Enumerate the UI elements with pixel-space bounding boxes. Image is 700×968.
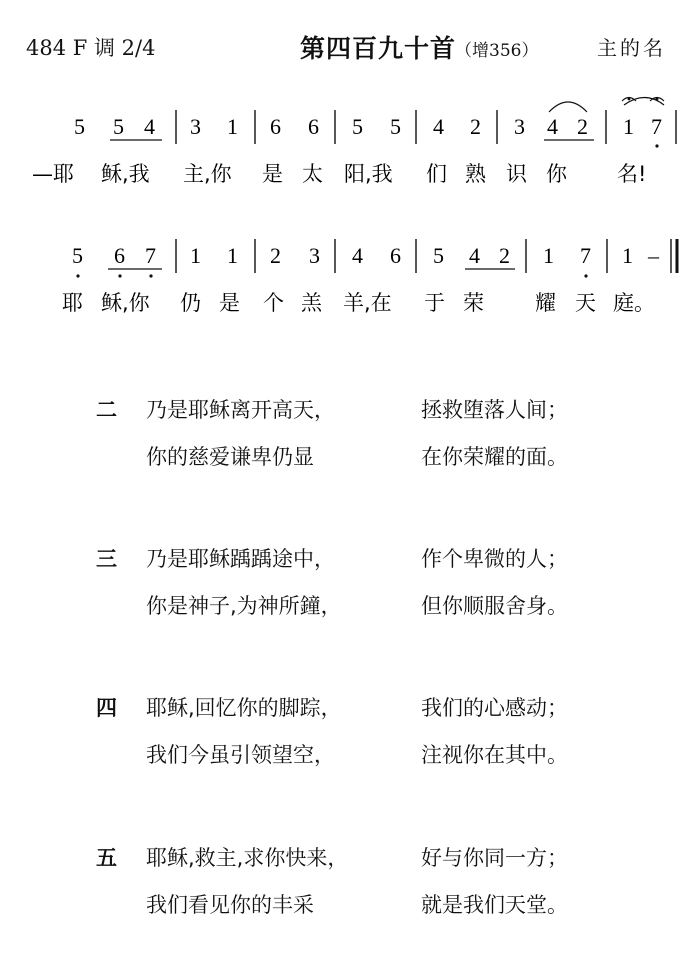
note: 1 — [543, 243, 554, 268]
verse-line: 乃是耶稣踽踽途中， — [146, 547, 335, 571]
lyric: 们 — [426, 162, 447, 186]
verse-line: 我们看见你的丰采 — [146, 893, 314, 917]
note: 1 — [622, 243, 633, 268]
note: 2 — [499, 243, 510, 268]
note: 7 — [651, 114, 662, 139]
note: 5 — [352, 114, 363, 139]
lyric: 个 — [263, 291, 284, 315]
verse-line: 我们的心感动； — [421, 696, 568, 720]
note: 1 — [190, 243, 201, 268]
lyric: 耀 — [535, 291, 556, 315]
lyric: 羔 — [301, 291, 322, 315]
verse-number: 二 — [96, 398, 117, 422]
hymn-supplement-number: （增356） — [455, 41, 539, 61]
lyric: 识 — [506, 162, 527, 186]
lyric: 荣 — [463, 291, 484, 315]
lyric: 天 — [575, 291, 596, 315]
note: 4 — [352, 243, 363, 268]
note: 5 — [74, 114, 85, 139]
verse-line: 好与你同一方； — [421, 846, 568, 870]
lyric: 是 — [262, 162, 283, 186]
verse-number: 四 — [96, 696, 117, 720]
note: 3 — [514, 114, 525, 139]
verse-number: 五 — [96, 846, 117, 870]
note: 5 — [390, 114, 401, 139]
verse-line: 在你荣耀的面。 — [421, 445, 568, 469]
note: 5 — [113, 114, 124, 139]
hymn-number-key-time: 484 F 调 2/4 — [26, 36, 156, 60]
lyric: 太 — [302, 162, 323, 186]
hymn-title: 第四百九十首 — [300, 34, 457, 63]
lyric: 是 — [219, 291, 240, 315]
hymn-category: 主的名 — [597, 36, 666, 60]
note: 1 — [227, 114, 238, 139]
score-line-2 — [72, 243, 660, 268]
note: 4 — [547, 114, 558, 139]
verse-line: 我们今虽引领望空， — [146, 743, 335, 767]
score-line-1 — [74, 114, 662, 139]
note: 6 — [270, 114, 281, 139]
verse-line: 你是神子,为神所鐘， — [146, 594, 342, 618]
lyric: 仍 — [180, 291, 201, 315]
lyrics-line-1 — [32, 162, 646, 186]
note: 6 — [114, 243, 125, 268]
lyric: 阳,我 — [344, 162, 393, 186]
note: 2 — [470, 114, 481, 139]
note: 3 — [190, 114, 201, 139]
lyric: 庭。 — [613, 291, 655, 315]
verse-line: 拯救堕落人间； — [421, 398, 568, 422]
note: 2 — [270, 243, 281, 268]
note: 7 — [145, 243, 156, 268]
lyric: 熟 — [465, 162, 486, 186]
note: 1 — [623, 114, 634, 139]
note: 4 — [144, 114, 155, 139]
lyric: 稣,我 — [101, 162, 150, 186]
lyric: —耶 — [32, 162, 74, 186]
verse-line: 乃是耶稣离开高天， — [146, 398, 335, 422]
note: 7 — [580, 243, 591, 268]
note: 1 — [227, 243, 238, 268]
verse-line: 作个卑微的人； — [421, 547, 568, 571]
verse-line: 注视你在其中。 — [421, 743, 568, 767]
note: 4 — [469, 243, 480, 268]
note: 6 — [308, 114, 319, 139]
verse-line: 但你顺服舍身。 — [421, 594, 568, 618]
note: 3 — [309, 243, 320, 268]
note: 5 — [72, 243, 83, 268]
lyric: 耶 — [62, 291, 83, 315]
note: 4 — [433, 114, 444, 139]
lyric: 稣,你 — [101, 291, 150, 315]
lyrics-line-2 — [62, 291, 655, 315]
verse-line: 你的慈爱谦卑仍显 — [146, 445, 314, 469]
lyric: 主,你 — [183, 162, 232, 186]
lyric: 羊,在 — [343, 291, 392, 315]
note: 2 — [577, 114, 588, 139]
verse-line: 耶稣,回忆你的脚踪， — [146, 696, 342, 720]
verse-line: 耶稣,救主,求你快来， — [146, 846, 349, 870]
verse-line: 就是我们天堂。 — [421, 893, 568, 917]
note: – — [648, 243, 659, 268]
lyric: 名! — [617, 162, 647, 186]
note: 6 — [390, 243, 401, 268]
note: 5 — [433, 243, 444, 268]
lyric: 你 — [546, 162, 567, 186]
verse-number: 三 — [96, 547, 117, 571]
lyric: 于 — [424, 291, 445, 315]
numbered-score — [0, 0, 700, 340]
